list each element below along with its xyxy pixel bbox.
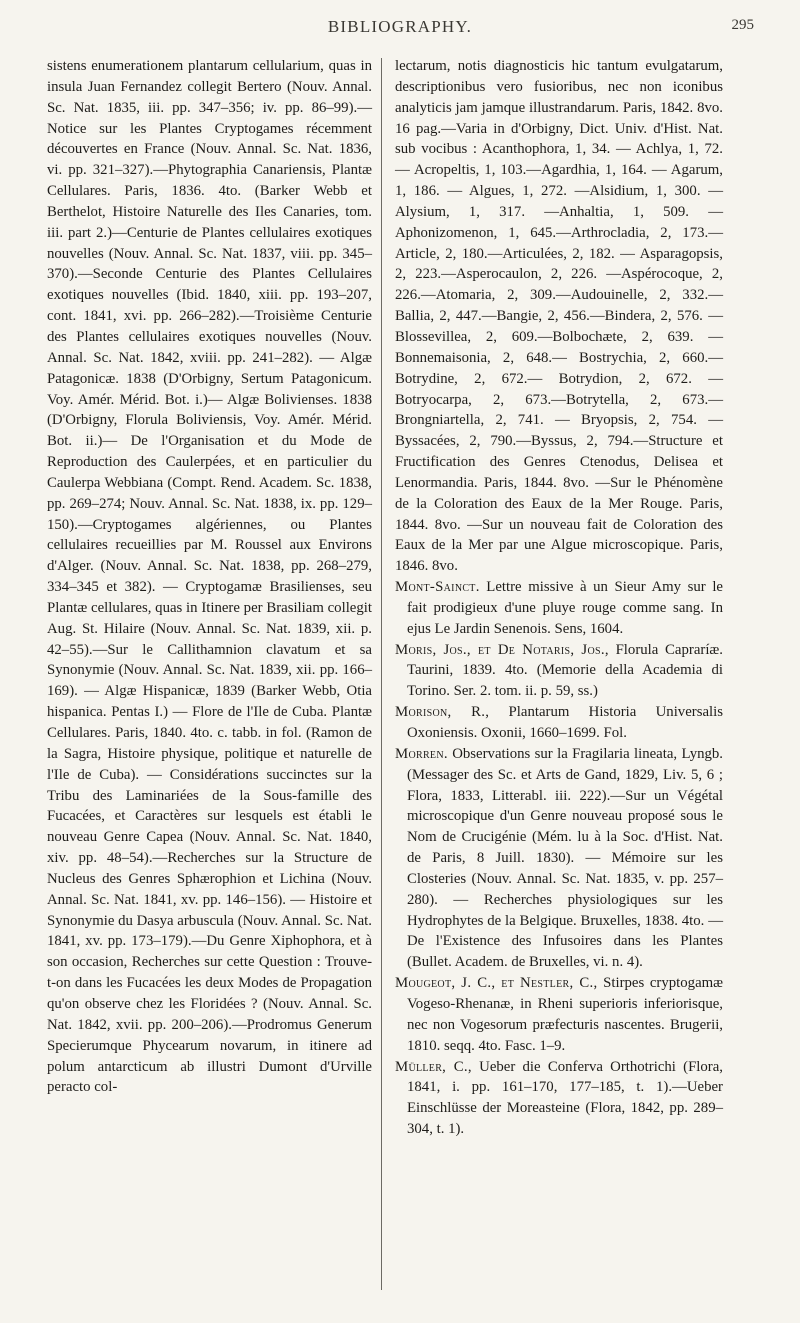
entry-author: Morren. [395, 745, 448, 762]
entry-author: Mont-Sainct. [395, 579, 480, 596]
bibliography-entry [395, 1057, 723, 1140]
left-column [47, 56, 372, 1098]
bibliography-entry [395, 640, 723, 703]
right-column [395, 56, 723, 1140]
entry-text: Observations sur la Fragilaria lineata, Lyngb. (Messager des Sc. et Arts de Gand, 1829, Liv. 5, 6 ; Flora, 1833, Litterabl. iii. 222).—Sur un Végétal microscopique d'un Genre nouveau proposé sous le Nom de Crucigénie (Mém. lu à la Soc. d'Hist. Nat. de Paris, 8 Juill. 1830). — Mémoire sur les Closteries (Nouv. Annal. Sc. Nat. 1835, v. pp. 257–280). — Recherches physiologiques sur les Hydrophytes de la Belgique. Bruxelles, 1838. 4to. — De l'Existence des Infusoires dans les Plantes (Bullet. Academ. de Bruxelles, vi. n. 4). [407, 745, 723, 971]
entry-text: Stirpes cryptogamæ Vogeso-Rhenanæ, in Rheni superioris inferiorisque, nec non Vogesorum præfecturis nascentes. Brugerii, 1810. seqq. 4to. Fasc. 1–9. [407, 975, 724, 1054]
bibliography-entry [395, 973, 723, 1056]
entry-author: Mougeot, J. C., et Nestler, C., [395, 975, 598, 992]
bibliography-entry [395, 702, 723, 744]
page-number: 295 [731, 17, 754, 33]
running-title: BIBLIOGRAPHY. [327, 17, 473, 36]
entry-text: Lettre missive à un Sieur Amy sur le fait prodigieux d'une pluye rouge comme sang. In ejus Le Jardin Senenois. Sens, 1604. [407, 579, 723, 637]
bibliography-entry [395, 744, 723, 973]
entry-text: Ueber die Conferva Orthotrichi (Flora, 1841, i. pp. 161–170, 177–185, t. 1).—Ueber Einschlüsse der Moreasteine (Flora, 1842, pp. 289–304, t. 1). [407, 1058, 724, 1138]
entry-text: lectarum, notis diagnosticis hic tantum evulgatarum, descriptionibus vero fusioribus, nec non iconibus analyticis jam jamque illustrandarum. Paris, 1842. 8vo. 16 pag.—Varia in d'Orbigny, Dict. Univ. d'Hist. Nat. sub vocibus : Acanthophora, 1, 34. — Achlya, 1, 72. — Acropeltis, 1, 103.—Agardhia, 1, 164. — Agarum, 1, 186. — Algues, 1, 272. —Alsidium, 1, 300. — Alysium, 1, 317. —Anhaltia, 1, 509. — Aphonizomenon, 1, 645.—Arthrocladia, 2, 173.—Article, 2, 180.—Articulées, 2, 182. — Asparagopsis, 2, 223.—Asperocaulon, 2, 226. —Aspérocoque, 2, 226.—Atomaria, 2, 309.—Audouinelle, 2, 332.— Ballia, 2, 447.—Bangie, 2, 456.—Bindera, 2, 576. —Blossevillea, 2, 609.—Bolbochæte, 2, 639. — Bonnemaisonia, 2, 648.— Bostrychia, 2, 660.—Botrydine, 2, 672.— Botrydion, 2, 672. — Botryocarpa, 2, 673.—Botrytella, 2, 673.—Brongniartella, 2, 741. — Bryopsis, 2, 754. — Byssacées, 2, 790.—Byssus, 2, 794.—Structure et Fructification des Genres Ctenodus, Delisea et Lenormandia. Paris, 1844. 8vo. —Sur le Phénomène de la Coloration des Eaux de la Mer Rouge. Paris, 1844. 8vo. —Sur un nouveau fait de Coloration des Eaux de la Mer par une Algue microscopique. Paris, 1846. 8vo. [395, 58, 723, 575]
entry-text: Florula Capraríæ. Taurini, 1839. 4to. (Memorie della Academia di Torino. Ser. 2. tom. ii. p. 59, ss.) [407, 641, 723, 700]
running-head [40, 17, 760, 39]
column-divider [381, 58, 382, 1290]
entry-text: sistens enumerationem plantarum cellularium, quas in insula Juan Fernandez collegit Bertero (Nouv. Annal. Sc. Nat. 1835, iii. pp. 347–356; iv. pp. 86–99).—Notice sur les Plantes Cryptogames récemment découvertes en France (Nouv. Annal. Sc. Nat. 1836, vi. pp. 321–327).—Phytographia Canariensis, Plantæ Cellulares. Paris, 1836. 4to. (Barker Webb et Berthelot, Histoire Naturelle des Iles Canaries, tom. iii. part 2.)—Centurie de Plantes cellulaires exotiques nouvelles (Nouv. Annal. Sc. Nat. 1837, viii. pp. 345–370).—Seconde Centurie des Plantes Cellulaires exotiques nouvelles (Ibid. 1840, xiii. pp. 193–207, cont. 1841, xvi. pp. 266–282).—Troisième Centurie des Plantes cellulaires exotiques nouvelles (Nouv. Annal. Sc. Nat. 1842, xviii. pp. 241–282). — Algæ Patagonicæ. 1838 (D'Orbigny, Sertum Patagonicum. Voy. Amér. Mérid. Bot. i.)— Algæ Bolivienses. 1838 (D'Orbigny, Florula Boliviensis, Voy. Amér. Mérid. Bot. ii.)— De l'Organisation et du Mode de Reproduction des Caulerpées, et en particulier du Caulerpa Webbiana (Compt. Rend. Academ. Sc. 1838, pp. 269–274; Nouv. Annal. Sc. Nat. 1838, ix. pp. 129–150).—Cryptogames algériennes, ou Plantes cellulaires recueillies par M. Roussel aux Environs d'Alger. (Nouv. Annal. Sc. Nat. 1838, pp. 268–279, 334–345 et 382). — Cryptogamæ Brasilienses, seu Plantæ cellulares, quas in Itinere per Brasiliam collegit Aug. St. Hilaire (Nouv. Annal. Sc. Nat. 1839, xii. p. 42–55).—Sur le Callithamnion clavatum et sa Synonymie (Nouv. Annal. Sc. Nat. 1839, xii. pp. 166–169). — Algæ Hispanicæ, 1839 (Barker Webb, Otia hispanica. Pentas I.) — Flore de l'Ile de Cuba. Plantæ Cellulares. Paris, 1840. 4to. c. tabb. in fol. (Ramon de la Sagra, Histoire physique, politique et naturelle de l'Ile de Cuba). — Considérations succinctes sur la Tribu des Laminariées de la Sous-famille des Fucacées, et Caractères sur lesquels est établi le nouveau Genre Capea (Nouv. Annal. Sc. Nat. 1840, xiv. pp. 48–54).—Recherches sur la Structure de Nucleus des Genres Sphærophion et Lichina (Nouv. Annal. Sc. Nat. 1841, xv. pp. 146–156). — Histoire et Synonymie du Dasya arbuscula (Nouv. Annal. Sc. Nat. 1841, xv. pp. 173–179).—Du Genre Xiphophora, et à son occasion, Recherches sur cette Question : Trouve-t-on dans les Fucacées les deux Modes de Propagation qu'on observe chez les Floridées ? (Nouv. Annal. Sc. Nat. 1842, xvii. pp. 200–206).—Prodromus Generum Specierumque Phycearum novarum, in itinere ad polum antarcticum ab illustri Dumont d'Urville peracto col- [47, 58, 372, 1096]
entry-text: Plantarum Historia Universalis Oxoniensis. Oxonii, 1660–1699. Fol. [407, 704, 724, 741]
entry-author: Morison, R., [395, 704, 490, 721]
entry-author: Moris, Jos., et De Notaris, Jos., [395, 641, 609, 658]
bibliography-entry [395, 577, 723, 640]
bibliography-entry-continuation [395, 56, 723, 577]
entry-author: Müller, C., [395, 1058, 472, 1075]
bibliography-entry-continuation [47, 56, 372, 1098]
